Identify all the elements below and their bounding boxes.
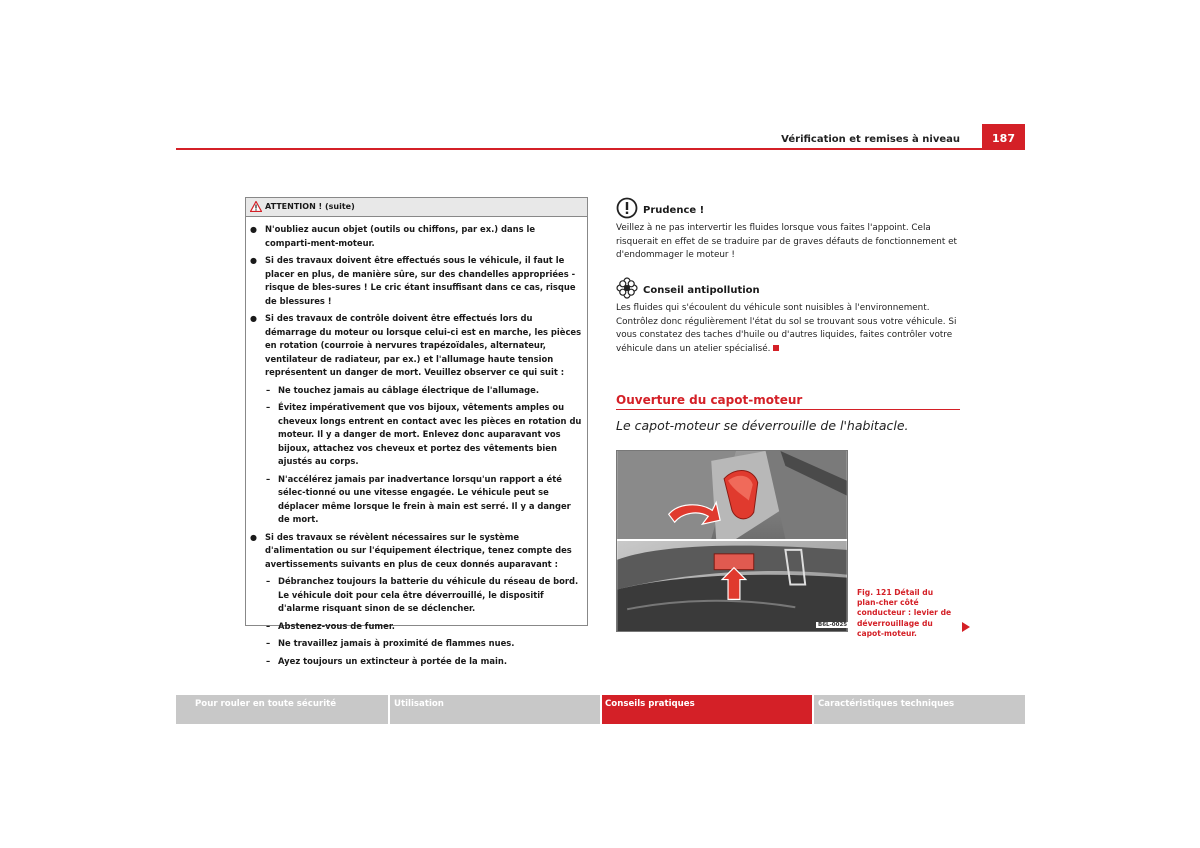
footer-tab-utilisation[interactable] [390,695,600,724]
section-title: Ouverture du capot-moteur [616,393,803,407]
header-rule [176,148,1025,150]
running-header: Vérification et remises à niveau [781,134,960,145]
section-subtitle: Le capot-moteur se déverrouille de l'habitacle. [616,418,909,433]
warning-dash-item: – Débranchez toujours la batterie du véhicule du réseau de bord. Le véhicule doit pour cela être déverrouillé, le dispositif d'alarme risquant sinon de se déclencher. [250,575,583,616]
exclamation-circle-icon [616,197,638,219]
warning-dash-item: – Abstenez-vous de fumer. [250,620,583,634]
warning-dash-item: – Évitez impérativement que vos bijoux, vêtements amples ou cheveux longs entrent en contact avec les pièces en rotation du moteur. Il y a danger de mort. Enlevez donc auparavant vos bijoux, attachez vos cheveux et portez des vêtements bien ajustés au corps. [250,401,583,469]
warning-title: ATTENTION ! (suite) [265,202,355,211]
warning-dash-item: – Ayez toujours un extincteur à portée de la main. [250,655,583,669]
footer-tab-conseils[interactable] [602,695,812,724]
prudence-text: Veillez à ne pas intervertir les fluides lorsque vous faites l'appoint. Cela risquerait en effet de se traduire par de graves défauts de fonctionnement et d'endommager le moteur ! [616,223,957,261]
triangle-right-icon [962,622,970,632]
warning-body [250,223,583,672]
figure-caption: Fig. 121 Détail du plan-cher côté conducteur : levier de déverrouillage du capot-moteur. [857,588,952,638]
footer-tab-label: Caractéristiques techniques [818,699,955,709]
footer-tab-label: Conseils pratiques [605,699,695,709]
warning-bullet-item: ● Si des travaux se révèlent nécessaires sur le système d'alimentation ou sur l'équipement électrique, tenez compte des avertissements suivants en plus de ceux donnés auparavant : [250,531,583,572]
warning-dash-item: – N'accélérez jamais par inadvertance lorsqu'un rapport a été sélec-tionné ou une vitesse engagée. Le véhicule peut se déplacer même lorsque le frein à main est serré. Il y a danger de mort. [250,473,583,527]
footer-tab-securite[interactable] [176,695,388,724]
warning-bullet-item: ● Si des travaux de contrôle doivent être effectués lors du démarrage du moteur ou lorsque celui-ci est en marche, les pièces en rotation (courroie à nervures trapézoïdales, alternateur, ventilateur de radiateur, par ex.) et l'allumage haute tension représentent un danger de mort. Veuillez observer ce qui suit : [250,312,583,380]
warning-triangle-icon [250,201,262,212]
stop-square-icon [773,345,779,351]
page-number: 187 [982,124,1025,150]
warning-dash-item: – Ne touchez jamais au câblage électrique de l'allumage. [250,384,583,398]
flower-icon [616,277,638,299]
warning-dash-item: – Ne travaillez jamais à proximité de flammes nues. [250,637,583,651]
footer-tab-label: Utilisation [394,699,444,709]
footer-tab-label: Pour rouler en toute sécurité [195,699,337,709]
warning-header [246,198,587,217]
warning-bullet-item: ● Si des travaux doivent être effectués sous le véhicule, il faut le placer en plus, de manière sûre, sur des chandelles appropriées - risque de bles-sures ! Le cric étant insuffisant dans ce cas, risque de blessures ! [250,254,583,308]
section-rule [616,409,960,410]
figure-code: B6L-0025 [818,622,848,628]
figure-hood-release [616,450,848,632]
prudence-title: Prudence ! [643,205,705,216]
environment-text-content: Les fluides qui s'écoulent du véhicule sont nuisibles à l'environnement. Contrôlez donc régulièrement l'état du sol se trouvant sous votre véhicule. Si vous constatez des taches d'huile ou d'autres liquides, faites contrôler votre véhicule dans un atelier spécialisé. [616,303,957,354]
environment-title: Conseil antipollution [643,285,760,296]
environment-text [616,302,961,356]
footer-tab-caracteristiques[interactable] [814,695,1025,724]
warning-bullet-item: ● N'oubliez aucun objet (outils ou chiffons, par ex.) dans le comparti-ment-moteur. [250,223,583,250]
warning-box [245,197,588,666]
